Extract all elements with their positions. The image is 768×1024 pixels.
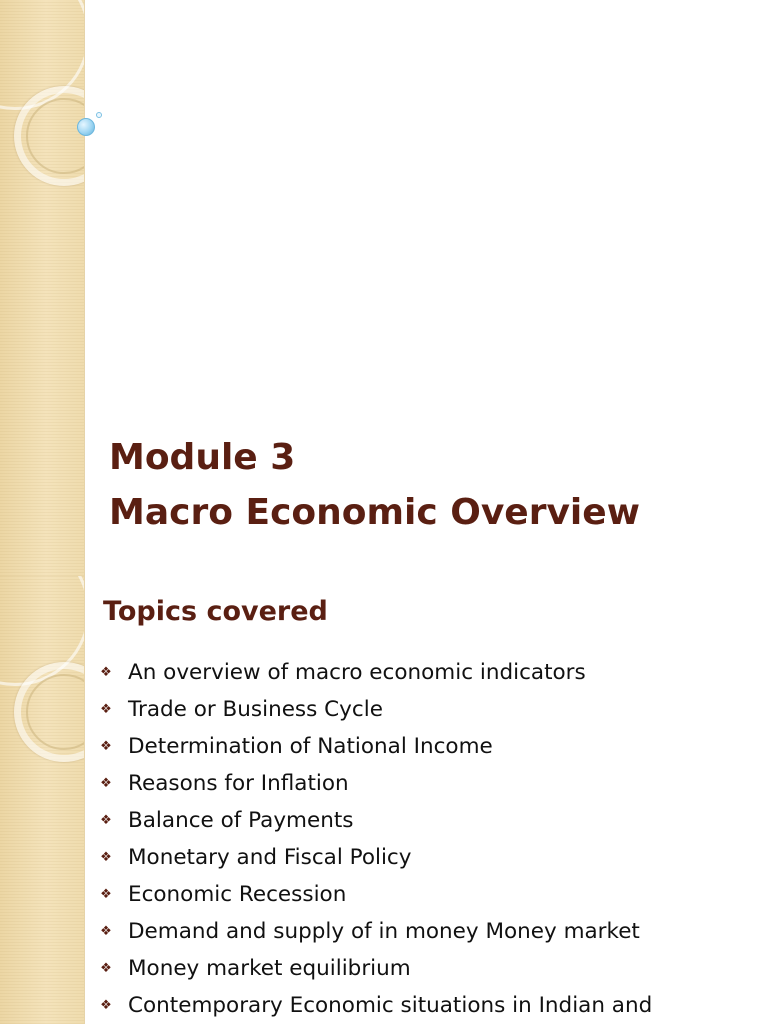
topic-text: Demand and supply of in money Money market	[128, 919, 640, 944]
topic-text: Contemporary Economic situations in Indian and	[128, 993, 653, 1018]
topic-text: An overview of macro economic indicators	[128, 660, 586, 685]
topics-heading: Topics covered	[103, 596, 328, 627]
decorative-side-strip	[0, 0, 85, 576]
diamond-bullet-icon: ❖	[100, 739, 112, 754]
diamond-bullet-icon: ❖	[100, 961, 112, 976]
diamond-bullet-icon: ❖	[100, 998, 112, 1013]
small-bubble-icon	[96, 112, 102, 118]
diamond-bullet-icon: ❖	[100, 850, 112, 865]
topic-text: Determination of National Income	[128, 734, 493, 759]
topic-text: Balance of Payments	[128, 808, 354, 833]
diamond-bullet-icon: ❖	[100, 924, 112, 939]
module-number: Module 3	[109, 437, 296, 478]
slide-topics	[0, 576, 768, 1024]
topic-text: Reasons for Inflation	[128, 771, 349, 796]
slide-title-text	[109, 430, 640, 540]
topic-text: Monetary and Fiscal Policy	[128, 845, 412, 870]
diamond-bullet-icon: ❖	[100, 813, 112, 828]
decorative-side-strip	[0, 576, 85, 1024]
diamond-bullet-icon: ❖	[100, 702, 112, 717]
module-name: Macro Economic Overview	[109, 492, 640, 533]
diamond-bullet-icon: ❖	[100, 887, 112, 902]
diamond-bullet-icon: ❖	[100, 776, 112, 791]
diamond-bullet-icon: ❖	[100, 665, 112, 680]
blue-bubble-icon	[77, 118, 95, 136]
topic-text: Economic Recession	[128, 882, 347, 907]
topic-text: Trade or Business Cycle	[128, 697, 383, 722]
topic-text: Money market equilibrium	[128, 956, 411, 981]
